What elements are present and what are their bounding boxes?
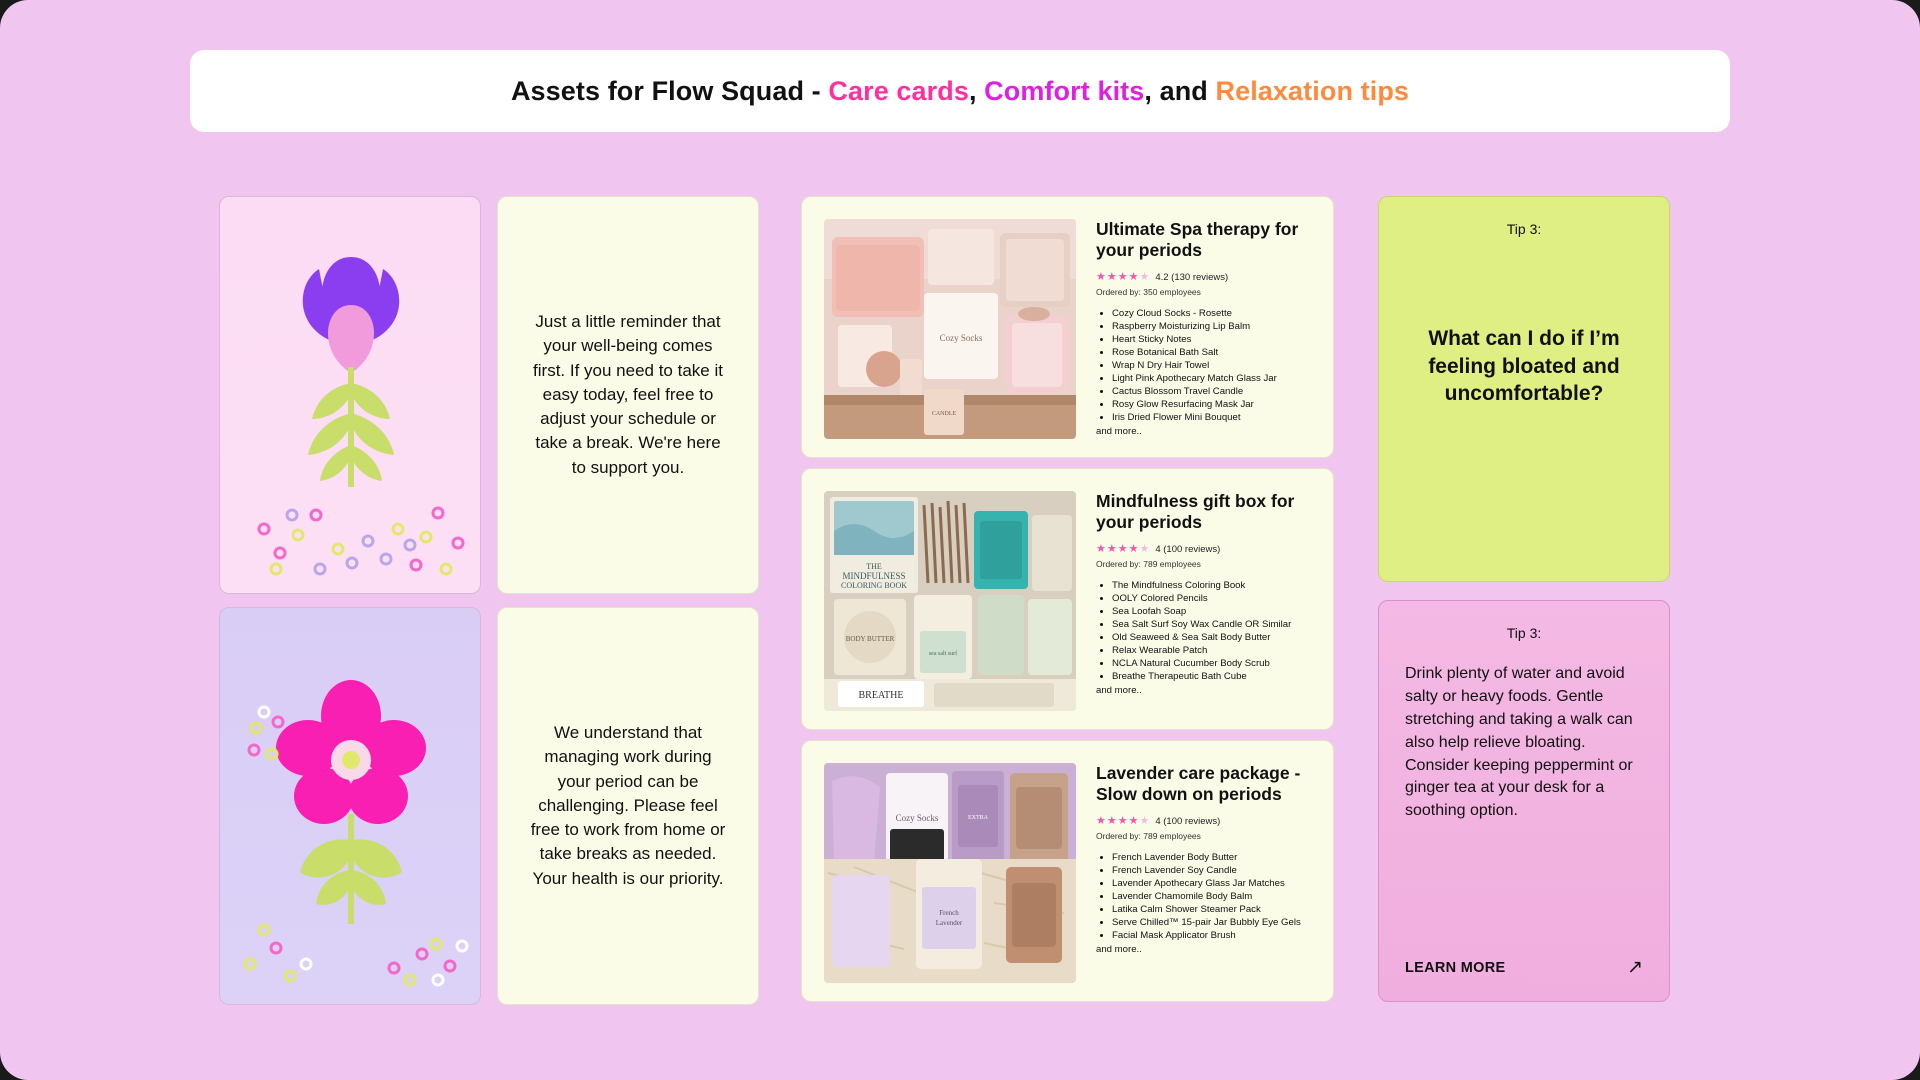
list-item: • The Mindfulness Coloring Book (1112, 579, 1311, 592)
list-item: • Cozy Cloud Socks - Rosette (1112, 307, 1311, 320)
list-item: • Sea Loofah Soap (1112, 605, 1311, 618)
and-more-1: and more.. (1096, 426, 1142, 438)
learn-more-label[interactable]: LEARN MORE (1405, 959, 1506, 976)
list-item: • Iris Dried Flower Mini Bouquet (1112, 411, 1311, 424)
list-item: • NCLA Natural Cucumber Body Scrub (1112, 657, 1311, 670)
comfort-kit-title-3: Lavender care package - Slow down on periods (1096, 763, 1301, 805)
rating-row-3 (1096, 816, 1311, 827)
care-card-note-1-text: Just a little reminder that your well-being comes first. If you need to take it easy today, feel free to adjust your schedule or take a break. We're here to support you. (533, 311, 723, 477)
list-item: • Heart Sticky Notes (1112, 333, 1311, 346)
tip-label-1: Tip 3: (1506, 221, 1542, 237)
page-header (190, 50, 1730, 132)
comfort-kit-body-1 (1096, 219, 1311, 438)
title-sep-1: , (968, 75, 985, 106)
list-item: • French Lavender Body Butter (1112, 851, 1311, 864)
list-item: • French Lavender Soy Candle (1112, 864, 1311, 877)
and-more-3: and more.. (1096, 944, 1142, 956)
list-item: • Serve Chilled™ 15-pair Jar Bubbly Eye Gels (1112, 916, 1311, 929)
comfort-kit-card-3[interactable] (801, 740, 1334, 1002)
care-card-note-1[interactable] (497, 196, 759, 594)
comfort-kit-title-1: Ultimate Spa therapy for your periods (1096, 219, 1299, 261)
learn-more-row[interactable] (1405, 958, 1643, 977)
svg-text:EXTRA: EXTRA (968, 815, 988, 821)
care-card-note-2-text: We understand that managing work during your period can be challenging. Please feel free to work from home or take breaks as needed. Your health is our priority. (530, 722, 726, 888)
svg-text:CANDLE: CANDLE (931, 411, 957, 417)
ordered-by-2: Ordered by: 789 employees (1096, 558, 1201, 569)
comfort-kit-body-3 (1096, 763, 1311, 979)
svg-text:Cozy Socks: Cozy Socks (939, 333, 983, 343)
comfort-kit-image-2 (824, 491, 1076, 711)
list-item: • Relax Wearable Patch (1112, 644, 1311, 657)
comfort-kit-items-3 (1112, 851, 1311, 942)
svg-text:THE: THE (866, 562, 882, 571)
page-title (511, 76, 1409, 107)
purple-tulip-icon (220, 197, 481, 594)
ordered-by-1: Ordered by: 350 employees (1096, 286, 1201, 297)
comfort-kit-body-2 (1096, 491, 1311, 707)
list-item: • Latika Calm Shower Steamer Pack (1112, 903, 1311, 916)
list-item: • Old Seaweed & Sea Salt Body Butter (1112, 631, 1311, 644)
svg-text:BODY BUTTER: BODY BUTTER (845, 635, 895, 643)
comfort-kit-card-2[interactable] (801, 468, 1334, 730)
list-item: • Light Pink Apothecary Match Glass Jar (1112, 372, 1311, 385)
svg-text:French: French (939, 909, 959, 917)
relaxation-tip-card-answer[interactable] (1378, 600, 1670, 1002)
tip-heading-1: What can I do if I’m feeling bloated and uncomfortable? (1428, 327, 1620, 406)
title-accent-relaxation-tips: Relaxation tips (1215, 75, 1410, 106)
svg-text:Lavender: Lavender (935, 919, 963, 927)
relaxation-tip-card-question[interactable] (1378, 196, 1670, 582)
list-item: • Rose Botanical Bath Salt (1112, 346, 1311, 359)
list-item: • Lavender Chamomile Body Balm (1112, 890, 1311, 903)
list-item: • Breathe Therapeutic Bath Cube (1112, 670, 1311, 683)
comfort-kit-title-2: Mindfulness gift box for your periods (1096, 491, 1295, 533)
care-card-illustration-tulip[interactable] (219, 196, 481, 594)
svg-text:MINDFULNESS: MINDFULNESS (842, 571, 906, 581)
title-prefix: Assets for Flow Squad - (510, 75, 829, 106)
rating-text-2: 4 (100 reviews) (1155, 543, 1221, 555)
list-item: • Facial Mask Applicator Brush (1112, 929, 1311, 942)
care-card-note-2[interactable] (497, 607, 759, 1005)
svg-text:COLORING BOOK: COLORING BOOK (841, 581, 907, 590)
list-item: • Raspberry Moisturizing Lip Balm (1112, 320, 1311, 333)
tip-label-2: Tip 3: (1506, 625, 1542, 641)
list-item: • Rosy Glow Resurfacing Mask Jar (1112, 398, 1311, 411)
title-accent-care-cards: Care cards (828, 75, 969, 106)
svg-text:sea salt surf: sea salt surf (928, 651, 958, 657)
comfort-kit-items-1 (1112, 307, 1311, 424)
rating-row-1 (1096, 272, 1311, 283)
list-item: • Lavender Apothecary Glass Jar Matches (1112, 877, 1311, 890)
rating-text-1: 4.2 (130 reviews) (1155, 271, 1229, 283)
list-item: • OOLY Colored Pencils (1112, 592, 1311, 605)
star-rating-icon: ★★★★★ (1096, 542, 1151, 555)
star-rating-icon: ★★★★★ (1096, 814, 1151, 827)
comfort-kit-items-2 (1112, 579, 1311, 683)
ordered-by-3: Ordered by: 789 employees (1096, 830, 1201, 841)
comfort-kit-image-3 (824, 763, 1076, 983)
comfort-kit-card-1[interactable] (801, 196, 1334, 458)
tip-body-2: Drink plenty of water and avoid salty or heavy foods. Gentle stretching and taking a walk can also help relieve bloating. Consider keeping peppermint or ginger tea at your desk for a soothing option. (1405, 665, 1633, 820)
svg-text:BREATHE: BREATHE (858, 690, 904, 701)
list-item: • Wrap N Dry Hair Towel (1112, 359, 1311, 372)
star-rating-icon: ★★★★★ (1096, 270, 1151, 283)
care-card-illustration-flower[interactable] (219, 607, 481, 1005)
and-more-2: and more.. (1096, 685, 1142, 697)
title-accent-comfort-kits: Comfort kits (984, 75, 1145, 106)
rating-text-3: 4 (100 reviews) (1155, 815, 1221, 827)
svg-text:Cozy Socks: Cozy Socks (895, 813, 939, 823)
arrow-up-right-icon[interactable]: ↗ (1627, 957, 1643, 978)
comfort-kit-image-1 (824, 219, 1076, 439)
rating-row-2 (1096, 544, 1311, 555)
title-sep-2: , and (1144, 75, 1216, 106)
list-item: • Cactus Blossom Travel Candle (1112, 385, 1311, 398)
list-item: • Sea Salt Surf Soy Wax Candle OR Similar (1112, 618, 1311, 631)
pink-flower-icon (220, 608, 481, 1005)
